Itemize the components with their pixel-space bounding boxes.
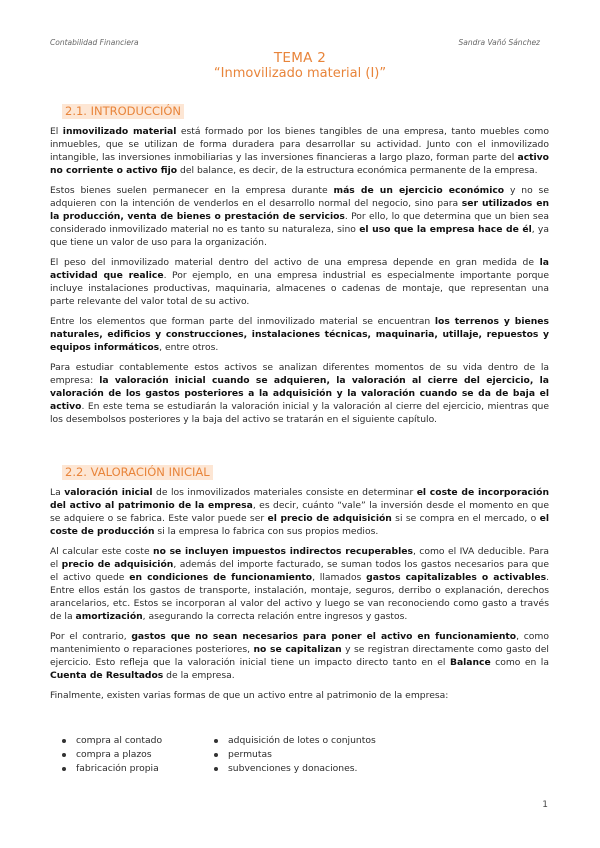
bold-term: en condiciones de funcionamiento <box>129 572 313 583</box>
page-title: TEMA 2 <box>273 50 327 66</box>
bold-term: ser utilizados en la producción, venta de bienes o prestación de servicios <box>50 198 550 222</box>
header-author: Sandra Vañó Sánchez <box>458 38 540 47</box>
bold-term: precio de adquisición <box>61 559 174 570</box>
bold-term: los terrenos y bienes naturales, edificios y construcciones, instalaciones técnicas, maquinaria, utillaje, repuestos y equipos informáticos <box>50 316 549 353</box>
bold-term: el coste de incorporación del activo al patrimonio de la empresa <box>50 487 549 511</box>
acquisition-methods-list <box>60 734 480 776</box>
page-number: 1 <box>542 800 548 810</box>
list-item: subvenciones y donaciones. <box>212 762 376 776</box>
list-item: permutas <box>212 748 376 762</box>
bold-term: no se incluyen impuestos indirectos recuperables <box>153 546 413 557</box>
section-heading-introduccion: 2.1. INTRODUCCIÓN <box>62 104 184 119</box>
bold-term: no se capitalizan <box>253 644 342 655</box>
bold-term: amortización <box>75 611 143 622</box>
bold-term: el coste de producción <box>50 513 549 537</box>
paragraph: La valoración inicial de los inmovilizados materiales consiste en determinar el coste de incorporación del activo al patrimonio de la empresa, es decir, cuánto “vale” la inversión desde el momento en que se adquiere o se fabrica. Este valor puede ser el precio de adquisición si se compra en el mercado, o el coste de producción si la empresa lo fabrica con sus propios medios. <box>50 487 549 537</box>
bold-term: Cuenta de Resultados <box>50 670 164 681</box>
section-introduccion <box>50 125 549 426</box>
paragraph: El inmovilizado material está formado por los bienes tangibles de una empresa, tanto muebles como inmuebles, que se utilizan de forma duradera para desarrollar su actividad. Junto con el inmovilizado intangible, las inversiones inmobiliarias y las inversiones financieras a largo plazo, forman parte del activo no corriente o activo fijo del balance, es decir, de la estructura económica permanente de la empresa. <box>50 126 550 176</box>
title-block <box>0 50 600 82</box>
list-item: adquisición de lotes o conjuntos <box>212 734 376 748</box>
bold-term: el precio de adquisición <box>267 513 392 524</box>
bold-term: inmovilizado material <box>62 126 177 137</box>
bold-term: gastos capitalizables o activables <box>366 572 547 583</box>
bullet-list-col1 <box>60 734 212 776</box>
bold-term: más de un ejercicio económico <box>333 185 505 196</box>
list-item: compra al contado <box>60 734 212 748</box>
bold-term: gastos que no sean necesarios para poner el activo en funcionamiento <box>131 631 517 642</box>
paragraph: Entre los elementos que forman parte del inmovilizado material se encuentran los terrenos y bienes naturales, edificios y construcciones, instalaciones técnicas, maquinaria, utillaje, repuestos y equipos informáticos, entre otros. <box>50 316 549 353</box>
list-item: compra a plazos <box>60 748 212 762</box>
section-heading-valoracion-inicial: 2.2. VALORACIÓN INICIAL <box>62 465 213 480</box>
paragraph: El peso del inmovilizado material dentro del activo de una empresa depende en gran medida de la actividad que realice. Por ejemplo, en una empresa industrial es especialmente importante porque incluye instalaciones productivas, maquinaria, almacenes o cadenas de montaje, que representan una parte relevante del valor total de su activo. <box>50 257 549 307</box>
paragraph: Finalmente, existen varias formas de que un activo entre al patrimonio de la empresa: <box>50 690 449 701</box>
page-subtitle: “Inmovilizado material (I)” <box>213 66 387 81</box>
bold-term: valoración inicial <box>64 487 153 498</box>
bold-term: Balance <box>449 657 491 668</box>
bold-term: la valoración inicial cuando se adquieren, la valoración al cierre del ejercicio, la valoración de los gastos posteriores a la adquisición y la valoración cuando se da de baja el activo <box>50 375 549 412</box>
paragraph: Estos bienes suelen permanecer en la empresa durante más de un ejercicio económico y no se adquieren con la intención de venderlos en el desarrollo normal del negocio, sino para ser utilizados en la producción, venta de bienes o prestación de servicios. Por ello, lo que determina que un bien sea considerado inmovilizado material no es tanto su naturaleza, sino el uso que la empresa hace de él, ya que tiene un valor de uso para la organización. <box>50 185 550 248</box>
paragraph: Para estudiar contablemente estos activos se analizan diferentes momentos de su vida dentro de la empresa: la valoración inicial cuando se adquieren, la valoración al cierre del ejercicio, la valoración de los gastos posteriores a la adquisición y la valoración cuando se da de baja el activo. En este tema se estudiarán la valoración inicial y la valoración al cierre del ejercicio, mientras que los desembolsos posteriores y la baja del activo se tratarán en el siguiente capítulo. <box>50 362 549 425</box>
bold-term: la actividad que realice <box>50 257 549 281</box>
bold-term: el uso que la empresa hace de él <box>359 224 532 235</box>
section-valoracion-inicial <box>50 486 549 702</box>
bullet-list-col2 <box>212 734 376 776</box>
bold-term: activo no corriente o activo fijo <box>50 152 549 176</box>
header-course: Contabilidad Financiera <box>50 38 139 47</box>
paragraph: Al calcular este coste no se incluyen impuestos indirectos recuperables, como el IVA deducible. Para el precio de adquisición, además del importe facturado, se suman todos los gastos necesarios para que el activo quede en condiciones de funcionamiento, llamados gastos capitalizables o activables. Entre ellos están los gastos de transporte, instalación, montaje, seguros, derribo o explanación, derechos arancelarios, etc. Estos se incorporan al valor del activo y luego se van reconociendo como gasto a través de la amortización, asegurando la correcta relación entre ingresos y gastos. <box>50 546 550 622</box>
paragraph: Por el contrario, gastos que no sean necesarios para poner el activo en funcionamiento, como mantenimiento o reparaciones posteriores, no se capitalizan y se registran directamente como gasto del ejercicio. Esto refleja que la valoración inicial tiene un impacto directo tanto en el Balance como en la Cuenta de Resultados de la empresa. <box>50 631 549 681</box>
list-item: fabricación propia <box>60 762 212 776</box>
